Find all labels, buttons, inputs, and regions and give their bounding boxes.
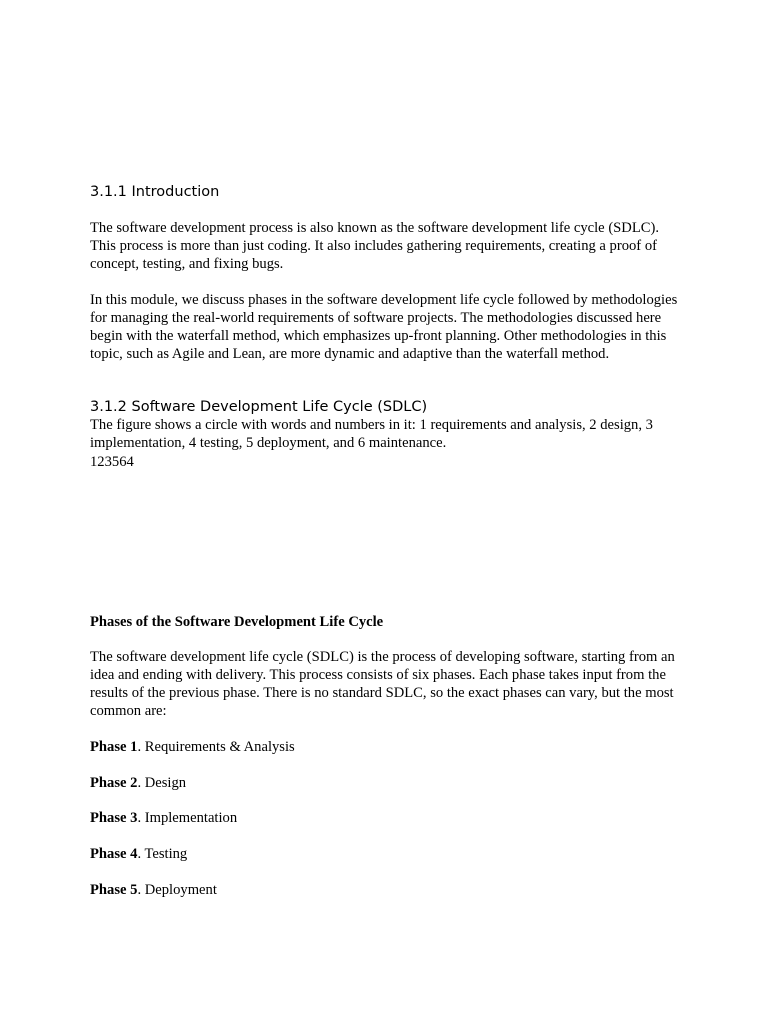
- phase-label: Phase 1: [90, 739, 138, 755]
- phase-item-3: [90, 809, 237, 827]
- phase-label: Phase 2: [90, 775, 138, 791]
- figure-description: The figure shows a circle with words and numbers in it: 1 requirements and analysis, 2 design, 3 implementation, 4 testing, 5 deployment, and 6 maintenance.: [90, 417, 653, 451]
- phase-item-5: [90, 881, 217, 899]
- phase-name: . Design: [137, 775, 187, 791]
- phase-label: Phase 4: [90, 846, 138, 862]
- phase-item-1: [90, 738, 295, 756]
- phase-name: . Implementation: [137, 810, 238, 826]
- phase-name: . Requirements & Analysis: [137, 739, 295, 755]
- heading-introduction: 3.1.1 Introduction: [90, 184, 220, 200]
- phase-name: . Testing: [137, 846, 188, 862]
- intro-paragraph-2: In this module, we discuss phases in the software development life cycle followed by methodologies for managing the real-world requirements of software projects. The methodologies discussed here begin with the waterfall method, which emphasizes up-front planning. Other methodologies in this topic, such as Agile and Lean, are more dynamic and adaptive than the waterfall method.: [90, 292, 678, 362]
- intro-paragraph-1: The software development process is also known as the software development life cycle (SDLC). This process is more than just coding. It also includes gathering requirements, creating a proof of concept, testing, and fixing bugs.: [90, 220, 659, 272]
- heading-sdlc: 3.1.2 Software Development Life Cycle (SDLC): [90, 399, 428, 415]
- phase-label: Phase 5: [90, 882, 138, 898]
- phase-name: . Deployment: [137, 882, 217, 898]
- phase-item-2: [90, 774, 186, 792]
- heading-phases: Phases of the Software Development Life Cycle: [90, 614, 384, 630]
- phase-label: Phase 3: [90, 810, 138, 826]
- phases-paragraph: The software development life cycle (SDLC) is the process of developing software, starting from an idea and ending with delivery. This process consists of six phases. Each phase takes input from the results of the previous phase. There is no standard SDLC, so the exact phases can vary, but the most common are:: [90, 649, 675, 719]
- figure-numbers: 123564: [90, 454, 134, 470]
- phase-item-4: [90, 845, 187, 863]
